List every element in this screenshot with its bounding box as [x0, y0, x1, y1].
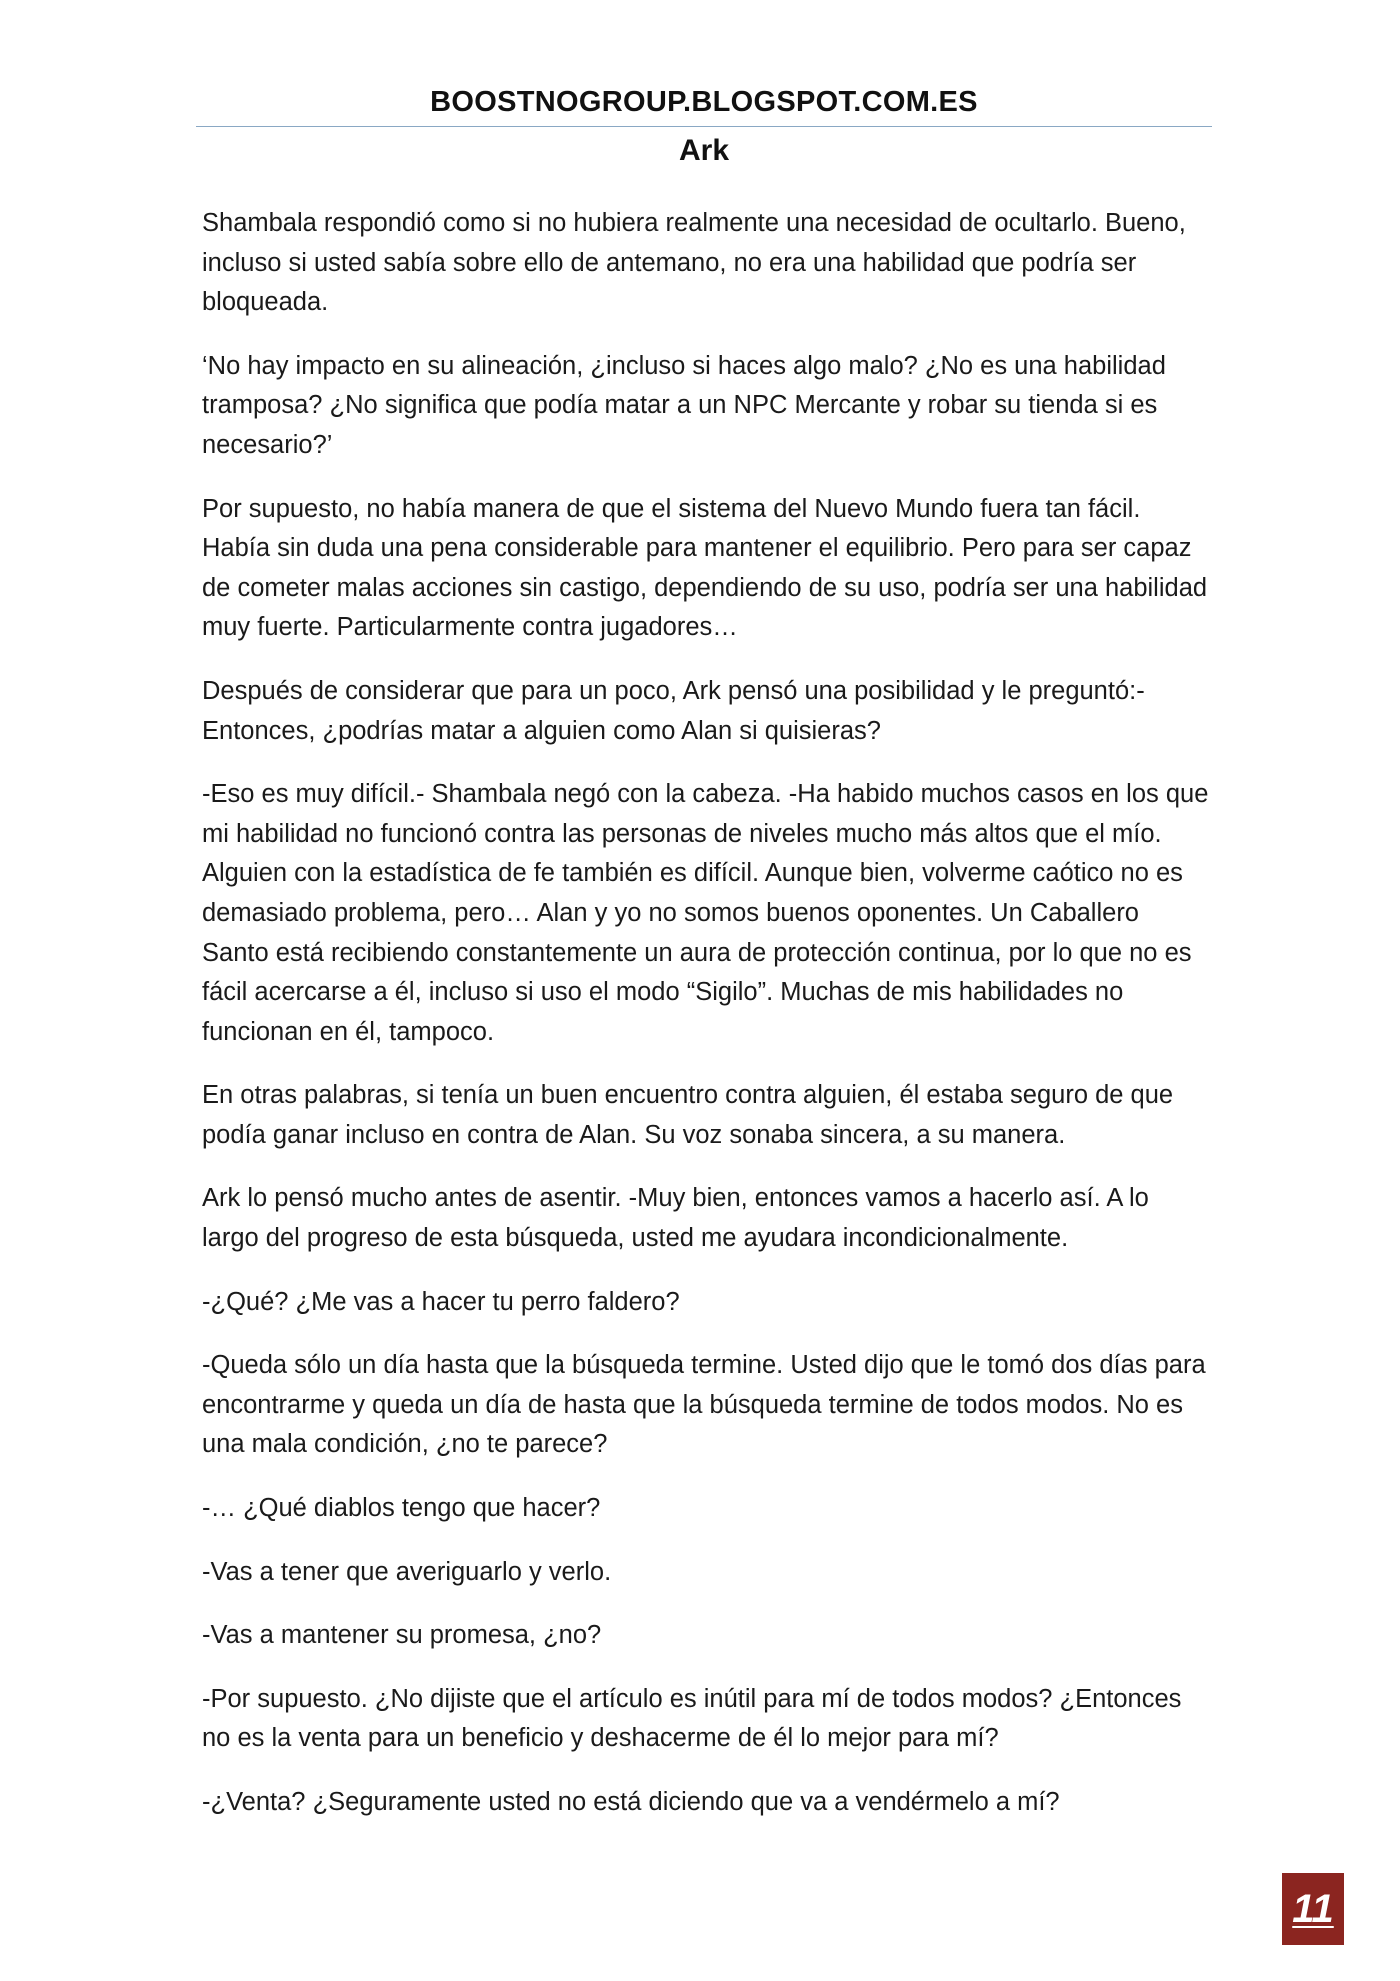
header-divider: [196, 126, 1212, 127]
paragraph: Ark lo pensó mucho antes de asentir. -Muy bien, entonces vamos a hacerlo así. A lo largo del progreso de esta búsqueda, usted me ayudara incondicionalmente.: [202, 1184, 1149, 1253]
paragraph: -Vas a mantener su promesa, ¿no?: [202, 1621, 602, 1650]
paragraph: -¿Qué? ¿Me vas a hacer tu perro faldero?: [202, 1287, 680, 1316]
chapter-title: Ark: [678, 134, 730, 167]
paragraph: -… ¿Qué diablos tengo que hacer?: [202, 1494, 601, 1523]
paragraph: -Queda sólo un día hasta que la búsqueda termine. Usted dijo que le tomó dos días para encontrarme y queda un día de hasta que la búsqueda termine de todos modos. No es una mala condición, ¿no te parece?: [202, 1351, 1206, 1459]
paragraph: En otras palabras, si tenía un buen encuentro contra alguien, él estaba seguro de que podía ganar incluso en contra de Alan. Su voz sonaba sincera, a su manera.: [202, 1081, 1174, 1149]
paragraph: Por supuesto, no había manera de que el sistema del Nuevo Mundo fuera tan fácil. Había sin duda una pena considerable para mantener el equilibrio. Pero para ser capaz de cometer malas acciones sin castigo, dependiendo de su uso, podría ser una habilidad muy fuerte. Particularmente contra jugadores…: [202, 494, 1208, 642]
paragraph: ‘No hay impacto en su alineación, ¿incluso si haces algo malo? ¿No es una habilidad tramposa? ¿No significa que podía matar a un NPC Mercante y robar su tienda si es necesario?’: [202, 351, 1166, 459]
document-body: [202, 204, 1212, 1847]
page-number: 11: [1292, 1886, 1334, 1931]
paragraph: -Vas a tener que averiguarlo y verlo.: [202, 1557, 612, 1586]
paragraph: Shambala respondió como si no hubiera realmente una necesidad de ocultarlo. Bueno, incluso si usted sabía sobre ello de antemano, no era una habilidad que podría ser bloqueada.: [202, 209, 1186, 317]
paragraph: Después de considerar que para un poco, Ark pensó una posibilidad y le preguntó:- Entonces, ¿podrías matar a alguien como Alan si quisieras?: [202, 676, 1145, 745]
paragraph: -Por supuesto. ¿No dijiste que el artículo es inútil para mí de todos modos? ¿Entonces no es la venta para un beneficio y deshacerme de él lo mejor para mí?: [202, 1684, 1182, 1753]
paragraph: -Eso es muy difícil.- Shambala negó con la cabeza. -Ha habido muchos casos en los que mi habilidad no funcionó contra las personas de niveles mucho más altos que el mío. Alguien con la estadística de fe también es difícil. Aunque bien, volverme caótico no es demasiado problema, pero… Alan y yo no somos buenos oponentes. Un Caballero Santo está recibiendo constantemente un aura de protección continua, por lo que no es fácil acercarse a él, incluso si uso el modo “Sigilo”. Muchas de mis habilidades no funcionan en él, tampoco.: [202, 780, 1209, 1046]
paragraph: -¿Venta? ¿Seguramente usted no está diciendo que va a vendérmelo a mí?: [202, 1788, 1060, 1816]
site-title: BOOSTNOGROUP.BLOGSPOT.COM.ES: [430, 86, 978, 118]
page-header: [196, 82, 1212, 122]
page-number-badge: [1282, 1873, 1344, 1945]
